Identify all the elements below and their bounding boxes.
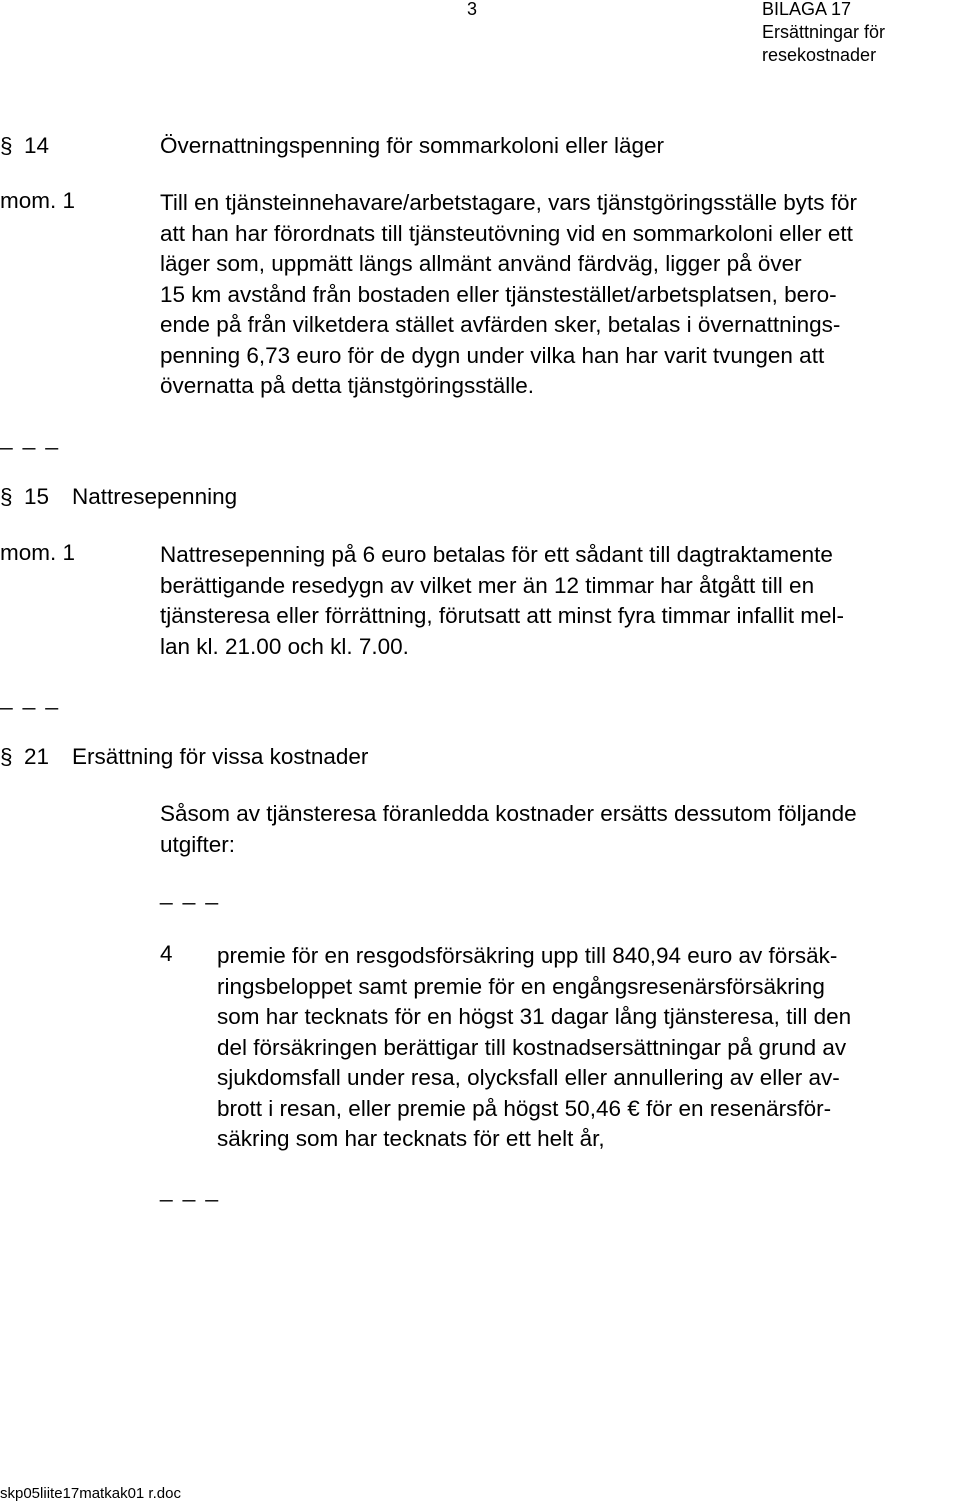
paragraph-line: läger som, uppmätt längs allmänt använd färdväg, ligger på över: [160, 251, 802, 276]
paragraph-line: penning 6,73 euro för de dygn under vilka han har varit tvungen att: [160, 342, 825, 368]
paragraph-line: brott i resan, eller premie på högst 50,46 € för en resenärsför-: [217, 1095, 832, 1121]
section-symbol: §: [0, 484, 13, 509]
section-number: 14: [24, 133, 50, 158]
list-item-number: 4: [160, 941, 173, 966]
paragraph-line: utgifter:: [160, 831, 236, 857]
section-symbol: §: [0, 744, 13, 769]
paragraph-line: säkring som har tecknats för ett helt år,: [217, 1126, 605, 1151]
appendix-subtitle-line-2: resekostnader: [762, 45, 877, 65]
section-title: Övernattningspenning för sommarkoloni eller läger: [160, 133, 665, 158]
paragraph-line: att han har förordnats till tjänsteutövning vid en sommarkoloni eller ett: [160, 220, 853, 246]
paragraph-line: övernatta på detta tjänstgöringsställe.: [160, 373, 534, 398]
paragraph-line: ringsbeloppet samt premie för en engångsresenärsförsäkring: [217, 973, 825, 999]
appendix-label: BILAGA 17: [762, 0, 852, 19]
moment-label: mom. 1: [0, 188, 76, 213]
paragraph-line: del försäkringen berättigar till kostnadsersättningar på grund av: [217, 1034, 847, 1060]
section-title: Ersättning för vissa kostnader: [72, 744, 369, 769]
page-number: 3: [467, 0, 478, 19]
appendix-subtitle-line-1: Ersättningar för: [762, 22, 886, 42]
paragraph-line: berättigande resedygn av vilket mer än 12 timmar har åtgått till en: [160, 572, 815, 598]
section-intro: [160, 799, 857, 860]
section-symbol: §: [0, 133, 13, 158]
paragraph-line: 15 km avstånd från bostaden eller tjänstestället/arbetsplatsen, bero-: [160, 281, 837, 307]
footer-filename: skp05liite17matkak01 r.doc: [0, 1485, 181, 1502]
paragraph-line: Till en tjänsteinnehavare/arbetstagare, vars tjänstgöringsställe byts för: [160, 190, 858, 215]
paragraph-line: Såsom av tjänsteresa föranledda kostnader ersätts dessutom följande: [160, 801, 857, 826]
list-item: [217, 941, 851, 1155]
paragraph-line: lan kl. 21.00 och kl. 7.00.: [160, 633, 409, 659]
paragraph-line: Nattresepenning på 6 euro betalas för ett sådant till dagtraktamente: [160, 542, 833, 567]
moment-label: mom. 1: [0, 540, 76, 565]
omission-marker: _ _ _: [160, 1177, 221, 1202]
section-paragraph: [160, 540, 844, 662]
paragraph-line: ende på från vilketdera stället avfärden sker, betalas i övernattnings-: [160, 312, 841, 337]
omission-marker: _ _ _: [0, 425, 61, 450]
paragraph-line: premie för en resgodsförsäkring upp till 840,94 euro av försäk-: [217, 943, 838, 968]
paragraph-line: tjänsteresa eller förrättning, förutsatt att minst fyra timmar infallit mel-: [160, 603, 844, 628]
omission-marker: _ _ _: [160, 880, 221, 905]
section-paragraph: [160, 188, 857, 402]
paragraph-line: som har tecknats för en högst 31 dagar lång tjänsteresa, till den: [217, 1004, 852, 1029]
section-number: 21: [24, 744, 50, 769]
section-title: Nattresepenning: [72, 484, 238, 509]
omission-marker: _ _ _: [0, 685, 61, 710]
section-number: 15: [24, 484, 50, 509]
paragraph-line: sjukdomsfall under resa, olycksfall eller annullering av eller av-: [217, 1065, 840, 1090]
